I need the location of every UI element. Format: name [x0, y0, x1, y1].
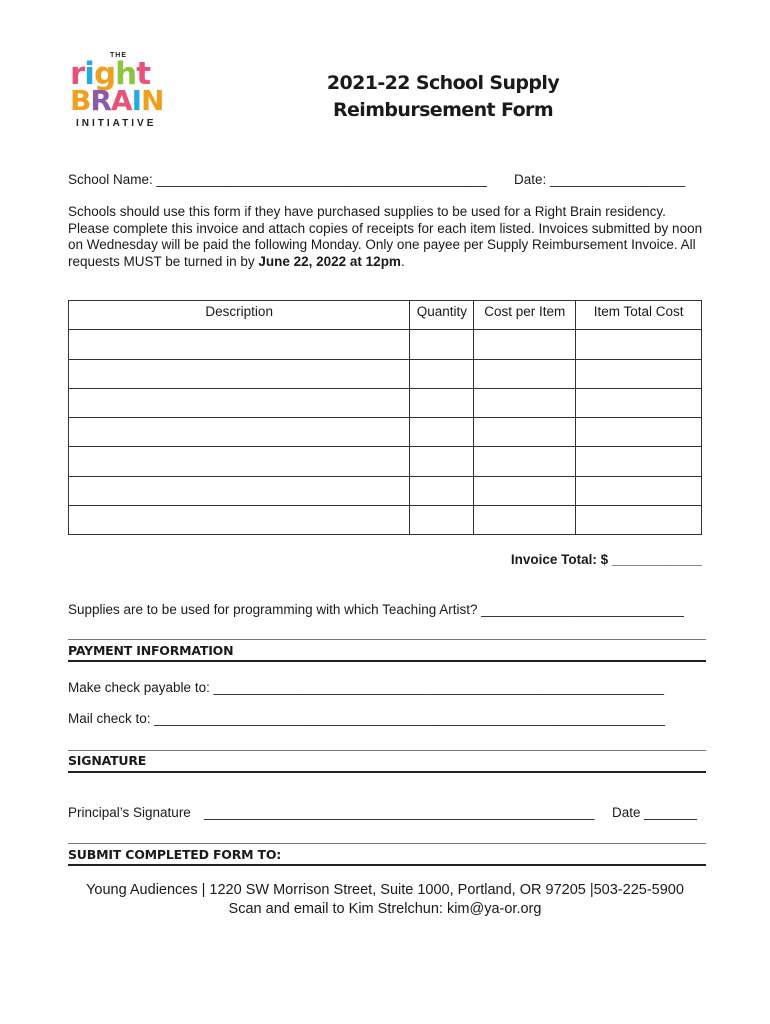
section-divider: [68, 843, 706, 844]
mail-check-to-field[interactable]: Mail check to: ____________________________________________________________________: [68, 711, 665, 726]
section-divider: [68, 750, 706, 751]
table-row: [69, 476, 702, 505]
form-title-line1: 2021-22 School Supply: [326, 72, 560, 94]
date-field[interactable]: Date: __________________: [514, 172, 686, 187]
table-row: [69, 447, 702, 476]
cost-per-item-cell[interactable]: [474, 388, 576, 417]
column-header-item-total-cost: Item Total Cost: [576, 301, 702, 330]
section-divider: [68, 660, 706, 662]
table-header-row: [69, 301, 702, 330]
section-divider: [68, 771, 706, 773]
item-total-cell[interactable]: [576, 447, 702, 476]
school-name-field[interactable]: School Name: ____________________________________________: [68, 172, 487, 187]
instructions-paragraph: [68, 204, 708, 270]
invoice-total-field[interactable]: Invoice Total: $ ____________: [510, 552, 702, 567]
table-row: [69, 418, 702, 447]
logo-word-brain: [70, 84, 163, 117]
quantity-cell[interactable]: [410, 418, 474, 447]
logo-letter: i: [84, 56, 94, 92]
quantity-cell[interactable]: [410, 447, 474, 476]
section-divider: [68, 639, 706, 640]
check-payable-to-field[interactable]: Make check payable to: ____________________________________________________________: [68, 680, 665, 695]
principal-signature-label: Principal’s Signature: [68, 805, 191, 820]
cost-per-item-cell[interactable]: [474, 330, 576, 359]
quantity-cell[interactable]: [410, 476, 474, 505]
column-header-quantity: Quantity: [410, 301, 474, 330]
item-total-cell[interactable]: [576, 359, 702, 388]
right-brain-logo: [70, 52, 174, 132]
column-header-cost-per-item: Cost per Item: [474, 301, 576, 330]
form-title-line2: Reimbursement Form: [332, 99, 554, 121]
logo-letter: r: [70, 56, 85, 92]
quantity-cell[interactable]: [410, 359, 474, 388]
item-total-cell[interactable]: [576, 418, 702, 447]
supply-items-table: [68, 300, 702, 535]
instructions-text: Schools should use this form if they have purchased supplies to be used for a Right Brain residency. Please complete this invoice and attach copies of receipts for each item listed. Invoices submitted by noon on Wednesday will be paid the following Monday. Only one payee per Supply Reimbursement Invoice. All requests MUST be turned in by: [68, 204, 703, 269]
cost-per-item-cell[interactable]: [474, 447, 576, 476]
logo-letter: t: [136, 56, 151, 92]
cost-per-item-cell[interactable]: [474, 476, 576, 505]
signature-date-field[interactable]: Date _______: [612, 805, 697, 820]
description-cell[interactable]: [69, 447, 410, 476]
quantity-cell[interactable]: [410, 388, 474, 417]
logo-letter: g: [93, 56, 116, 92]
logo-letter: I: [131, 84, 141, 117]
signature-heading: SIGNATURE: [68, 753, 147, 768]
column-header-description: Description: [69, 301, 410, 330]
logo-letter: A: [110, 84, 132, 117]
teaching-artist-field[interactable]: Supplies are to be used for programming with which Teaching Artist? ___________________________: [68, 602, 684, 617]
table-row: [69, 359, 702, 388]
cost-per-item-cell[interactable]: [474, 359, 576, 388]
submit-heading: SUBMIT COMPLETED FORM TO:: [68, 847, 282, 862]
logo-initiative: INITIATIVE: [76, 118, 157, 129]
item-total-cell[interactable]: [576, 388, 702, 417]
table-row: [69, 388, 702, 417]
description-cell[interactable]: [69, 506, 410, 535]
principal-signature-field[interactable]: ____________________________________________________: [204, 805, 595, 820]
description-cell[interactable]: [69, 359, 410, 388]
description-cell[interactable]: [69, 476, 410, 505]
email-instructions: Scan and email to Kim Strelchun: kim@ya-or.org: [228, 901, 542, 917]
item-total-cell[interactable]: [576, 506, 702, 535]
section-divider: [68, 864, 706, 866]
logo-letter: N: [141, 84, 164, 117]
quantity-cell[interactable]: [410, 330, 474, 359]
instructions-end: .: [400, 253, 405, 269]
table-row: [69, 330, 702, 359]
logo-letter: h: [115, 56, 137, 92]
table-row: [69, 506, 702, 535]
logo-letter: B: [70, 84, 91, 117]
mailing-address: Young Audiences | 1220 SW Morrison Street, Suite 1000, Portland, OR 97205 |503-225-5900: [86, 882, 684, 898]
description-cell[interactable]: [69, 330, 410, 359]
cost-per-item-cell[interactable]: [474, 506, 576, 535]
form-title: [260, 70, 626, 124]
quantity-cell[interactable]: [410, 506, 474, 535]
item-total-cell[interactable]: [576, 476, 702, 505]
description-cell[interactable]: [69, 418, 410, 447]
deadline-text: June 22, 2022 at 12pm: [258, 253, 401, 269]
description-cell[interactable]: [69, 388, 410, 417]
item-total-cell[interactable]: [576, 330, 702, 359]
logo-the: THE: [110, 52, 127, 59]
logo-letter: R: [90, 84, 111, 117]
payment-information-heading: PAYMENT INFORMATION: [68, 643, 234, 658]
cost-per-item-cell[interactable]: [474, 418, 576, 447]
